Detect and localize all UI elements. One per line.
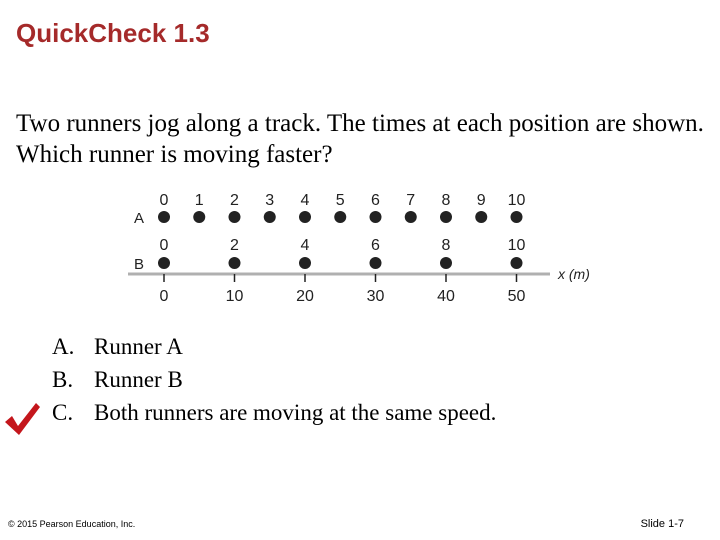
axis-tick-label: 10 (225, 288, 244, 305)
axis-label: x (m) (558, 266, 590, 282)
time-label: 8 (441, 192, 451, 209)
position-dot (511, 211, 523, 223)
choice-letter: C. (52, 400, 74, 425)
time-label: 3 (265, 192, 275, 209)
position-dot (229, 211, 241, 223)
position-dot (440, 257, 452, 269)
time-label: 2 (230, 237, 239, 254)
axis-tick-label: 30 (366, 288, 385, 305)
time-label: 9 (476, 192, 486, 209)
time-label: 2 (230, 192, 239, 209)
time-label: 0 (159, 237, 169, 254)
runners-motion-diagram (120, 182, 610, 307)
position-dot (299, 211, 311, 223)
axis-tick-label: 0 (159, 288, 169, 305)
position-dot (158, 211, 170, 223)
choice-c[interactable] (52, 396, 496, 429)
time-label: 5 (335, 192, 345, 209)
time-label: 6 (371, 192, 380, 209)
choice-text: Both runners are moving at the same speed. (94, 400, 497, 425)
question-text: Two runners jog along a track. The times at each position are shown. Which runner is moving faster? (16, 110, 704, 168)
slide-number: Slide 1-7 (640, 518, 684, 530)
position-dot (405, 211, 417, 223)
time-label: 4 (300, 237, 310, 254)
position-dot (193, 211, 205, 223)
position-dot (370, 211, 382, 223)
time-label: 1 (194, 192, 204, 209)
time-label: 10 (507, 237, 526, 254)
copyright-notice: © 2015 Pearson Education, Inc. (8, 519, 136, 529)
position-dot (511, 257, 523, 269)
answer-choices (52, 330, 496, 429)
runner-label: B (134, 256, 145, 273)
time-label: 10 (507, 192, 526, 209)
position-dot (229, 257, 241, 269)
position-dot (299, 257, 311, 269)
position-axis (128, 266, 590, 305)
time-label: 0 (159, 192, 169, 209)
time-label: 6 (371, 237, 380, 254)
position-dot (264, 211, 276, 223)
axis-tick-label: 20 (296, 288, 314, 305)
time-label: 8 (441, 237, 451, 254)
runner-a-row (134, 192, 526, 227)
position-dot (370, 257, 382, 269)
time-label: 7 (406, 192, 416, 209)
axis-tick-label: 40 (437, 288, 455, 305)
checkmark-icon (2, 400, 42, 438)
choice-b[interactable] (52, 363, 496, 396)
choice-letter: A. (52, 334, 75, 359)
runner-b-row (134, 237, 526, 273)
slide-title: QuickCheck 1.3 (16, 18, 210, 48)
time-label: 4 (300, 192, 310, 209)
runner-label: A (134, 210, 145, 227)
position-dot (334, 211, 346, 223)
position-dot (158, 257, 170, 269)
axis-tick-label: 50 (507, 288, 526, 305)
choice-letter: B. (52, 367, 74, 392)
choice-a[interactable] (52, 330, 496, 363)
position-dot (440, 211, 452, 223)
choice-text: Runner B (94, 367, 183, 392)
choice-text: Runner A (94, 334, 183, 359)
position-dot (475, 211, 487, 223)
